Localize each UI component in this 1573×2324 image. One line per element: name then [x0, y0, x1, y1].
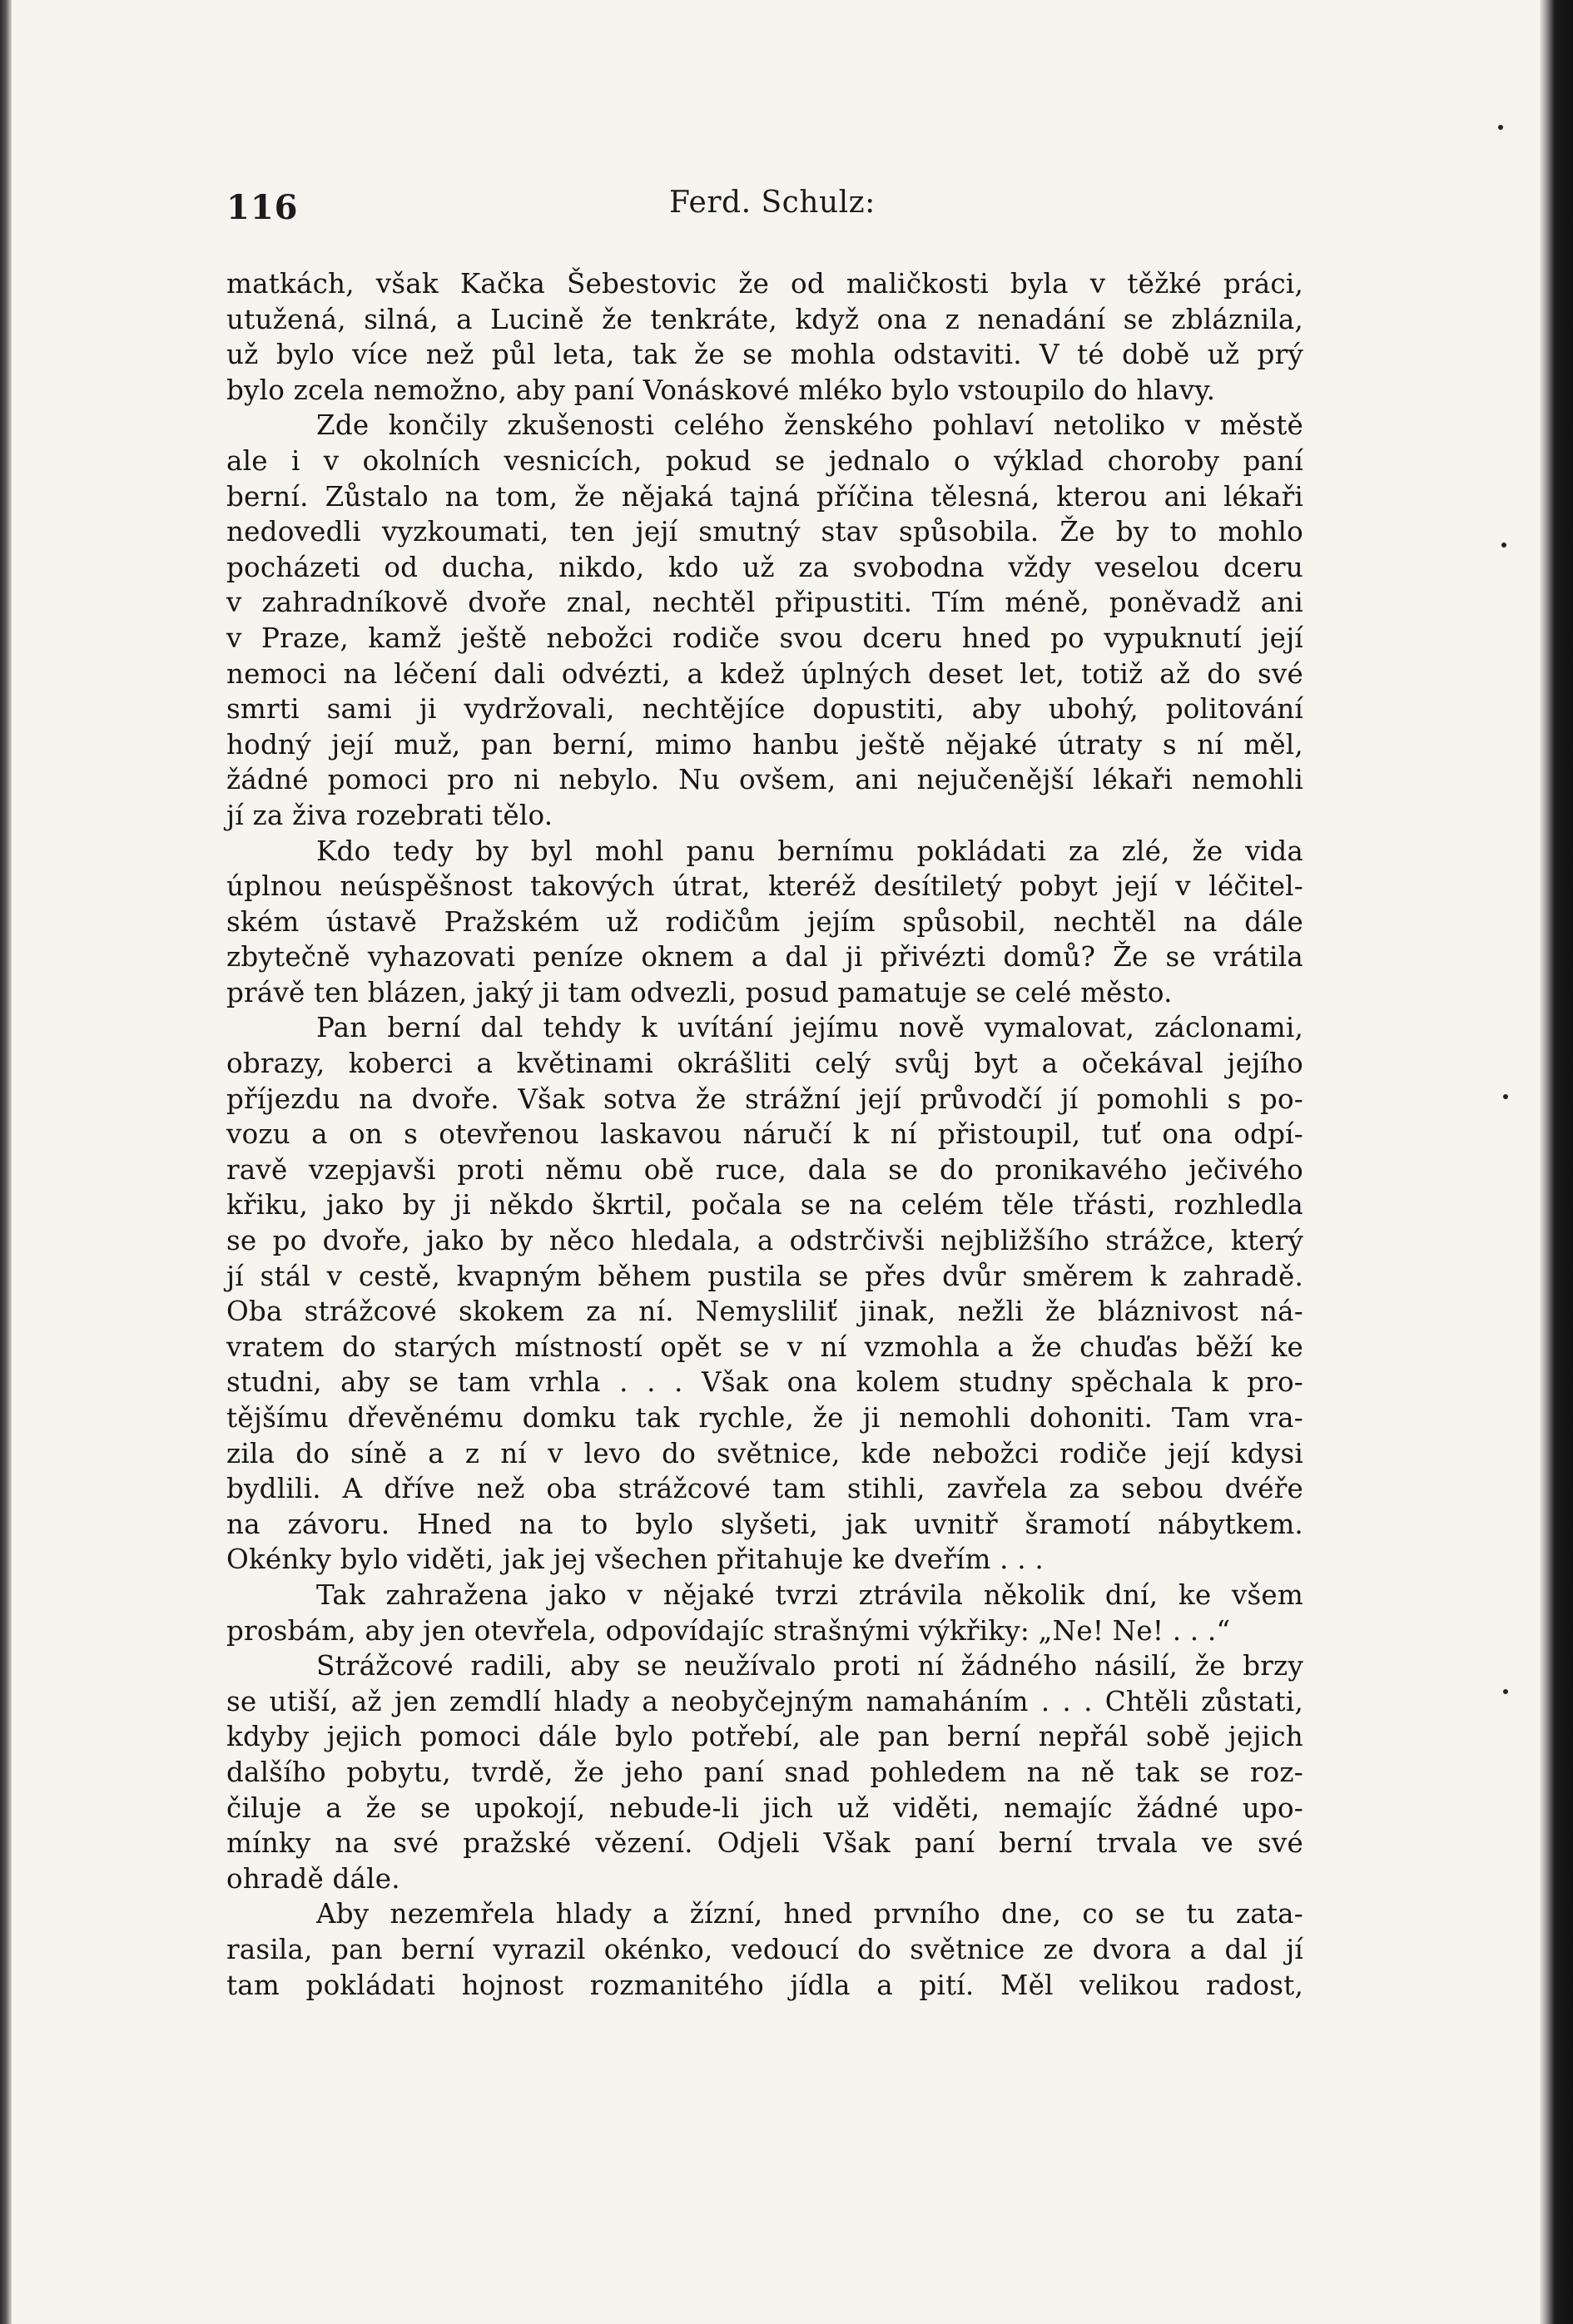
text-line: studni, aby se tam vrhla . . . Však ona kolem studny spěchala k pro-	[226, 1366, 1303, 1399]
running-head: Ferd. Schulz:	[669, 186, 876, 220]
text-line: utužená, silná, a Lucině že tenkráte, když ona z nenadání se zbláznila,	[226, 303, 1303, 335]
page-header	[226, 181, 1307, 231]
text-line: jí stál v cestě, kvapným během pustila se přes dvůr směrem k zahradě.	[226, 1260, 1303, 1292]
text-line: ohradě dále.	[226, 1862, 400, 1895]
text-line: dalšího pobytu, tvrdě, že jeho paní snad pohledem na ně tak se roz-	[226, 1756, 1303, 1788]
page-number: 116	[226, 188, 299, 227]
text-line: bydlili. A dříve než oba strážcové tam stihli, zavřela za sebou dvéře	[226, 1473, 1303, 1505]
text-line: matkách, však Kačka Šebestovic že od maličkosti byla v těžké práci,	[226, 268, 1303, 300]
text-line: obrazy, koberci a květinami okrášliti celý svůj byt a očekával jejího	[226, 1048, 1303, 1080]
text-line: křiku, jako by ji někdo škrtil, počala se na celém těle třásti, rozhledla	[226, 1189, 1303, 1221]
text-line: ale i v okolních vesnicích, pokud se jednalo o výklad choroby paní	[226, 444, 1303, 477]
text-line: nemoci na léčení dali odvézti, a kdež úplných deset let, totiž až do své	[226, 657, 1303, 690]
text-line: zila do síně a z ní v levo do světnice, kde nebožci rodiče její kdysi	[226, 1437, 1303, 1469]
text-line: rasila, pan berní vyrazil okénko, vedoucí do světnice ze dvora a dal jí	[226, 1933, 1303, 1965]
page-edge-shadow	[1540, 0, 1573, 2324]
binding-shadow	[0, 0, 12, 2324]
text-line: nedovedli vyzkoumati, ten její smutný stav spůsobila. Že by to mohlo	[226, 516, 1303, 548]
text-line: Okénky bylo viděti, jak jej všechen přitahuje ke dveřím . . .	[226, 1544, 1044, 1576]
text-line: čiluje a že se upokojí, nebude-li jich už viděti, nemajíc žádné upo-	[226, 1791, 1303, 1824]
print-speck	[1503, 1094, 1508, 1099]
text-line: ském ústavě Pražském už rodičům jejím spůsobil, nechtěl na dále	[226, 905, 1303, 938]
text-line: vozu a on s otevřenou laskavou náručí k ní přistoupil, tuť ona odpí-	[226, 1118, 1303, 1151]
text-line: tam pokládati hojnost rozmanitého jídla a pití. Měl velikou radost,	[226, 1969, 1303, 2001]
print-speck	[1498, 125, 1503, 130]
text-line: Pan berní dal tehdy k uvítání jejímu nově vymalovat, záclonami,	[316, 1012, 1303, 1044]
text-line: Oba strážcové skokem za ní. Nemysliliť jinak, nežli že bláznivost ná-	[226, 1296, 1303, 1328]
text-line: se po dvoře, jako by něco hledala, a odstrčivši nejbližšího strážce, který	[226, 1225, 1303, 1257]
text-line: žádné pomoci pro ni nebylo. Nu ovšem, ani nejučenější lékaři nemohli	[226, 764, 1303, 796]
print-speck	[1503, 1689, 1508, 1694]
text-line: pocházeti od ducha, nikdo, kdo už za svobodna vždy veselou dceru	[226, 551, 1303, 583]
print-speck	[1501, 543, 1506, 548]
text-line: se utiší, až jen zemdlí hlady a neobyčejným namaháním . . . Chtěli zůstati,	[226, 1685, 1303, 1717]
text-line: jí za živa rozebrati tělo.	[226, 799, 553, 831]
text-line: smrti sami ji vydržovali, nechtějíce dopustiti, aby ubohý, politování	[226, 693, 1303, 726]
text-line: příjezdu na dvoře. Však sotva že strážní její průvodčí jí pomohli s po-	[226, 1083, 1303, 1115]
text-line: hodný její muž, pan berní, mimo hanbu ještě nějaké útraty s ní měl,	[226, 728, 1303, 761]
text-line: Kdo tedy by byl mohl panu bernímu pokládati za zlé, že vida	[316, 835, 1303, 867]
text-line: vratem do starých místností opět se v ní vzmohla a že chuďas běží ke	[226, 1330, 1303, 1363]
text-line: zbytečně vyhazovati peníze oknem a dal ji přivézti domů? Že se vrátila	[226, 941, 1303, 974]
body-text	[226, 266, 1303, 2003]
text-line: úplnou neúspěšnost takových útrat, kteréž desítiletý pobyt její v léčitel-	[226, 870, 1303, 903]
text-line: už bylo více než půl leta, tak že se mohla odstaviti. V té době už prý	[226, 339, 1303, 371]
text-line: ravě vzepjavši proti němu obě ruce, dala se do pronikavého ječivého	[226, 1153, 1303, 1186]
text-line: kdyby jejich pomoci dále bylo potřebí, ale pan berní nepřál sobě jejich	[226, 1721, 1303, 1753]
text-line: prosbám, aby jen otevřela, odpovídajíc strašnými výkřiky: „Ne! Ne! . . .“	[226, 1614, 1231, 1647]
text-line: tějšímu dřevěnému domku tak rychle, že ji nemohli dohoniti. Tam vra-	[226, 1402, 1303, 1434]
text-line: berní. Zůstalo na tom, že nějaká tajná příčina tělesná, kterou ani lékaři	[226, 480, 1303, 513]
text-line: Tak zahražena jako v nějaké tvrzi ztrávila několik dní, ke všem	[316, 1578, 1303, 1611]
text-line: Strážcové radili, aby se neužívalo proti ní žádného násilí, že brzy	[316, 1650, 1303, 1682]
text-line: Zde končily zkušenosti celého ženského pohlaví netoliko v městě	[316, 409, 1303, 442]
text-line: právě ten blázen, jaký ji tam odvezli, posud pamatuje se celé město.	[226, 976, 1173, 1008]
text-line: bylo zcela nemožno, aby paní Vonáskové mléko bylo vstoupilo do hlavy.	[226, 374, 1216, 406]
text-line: Aby nezemřela hlady a žízní, hned prvního dne, co se tu zata-	[316, 1898, 1303, 1930]
text-line: mínky na své pražské vězení. Odjeli Však paní berní trvala ve své	[226, 1827, 1303, 1860]
text-line: v zahradníkově dvoře znal, nechtěl připustiti. Tím méně, poněvadž ani	[226, 587, 1303, 619]
text-line: v Praze, kamž ještě nebožci rodiče svou dceru hned po vypuknutí její	[226, 622, 1303, 654]
text-line: na závoru. Hned na to bylo slyšeti, jak uvnitř šramotí nábytkem.	[226, 1508, 1303, 1540]
